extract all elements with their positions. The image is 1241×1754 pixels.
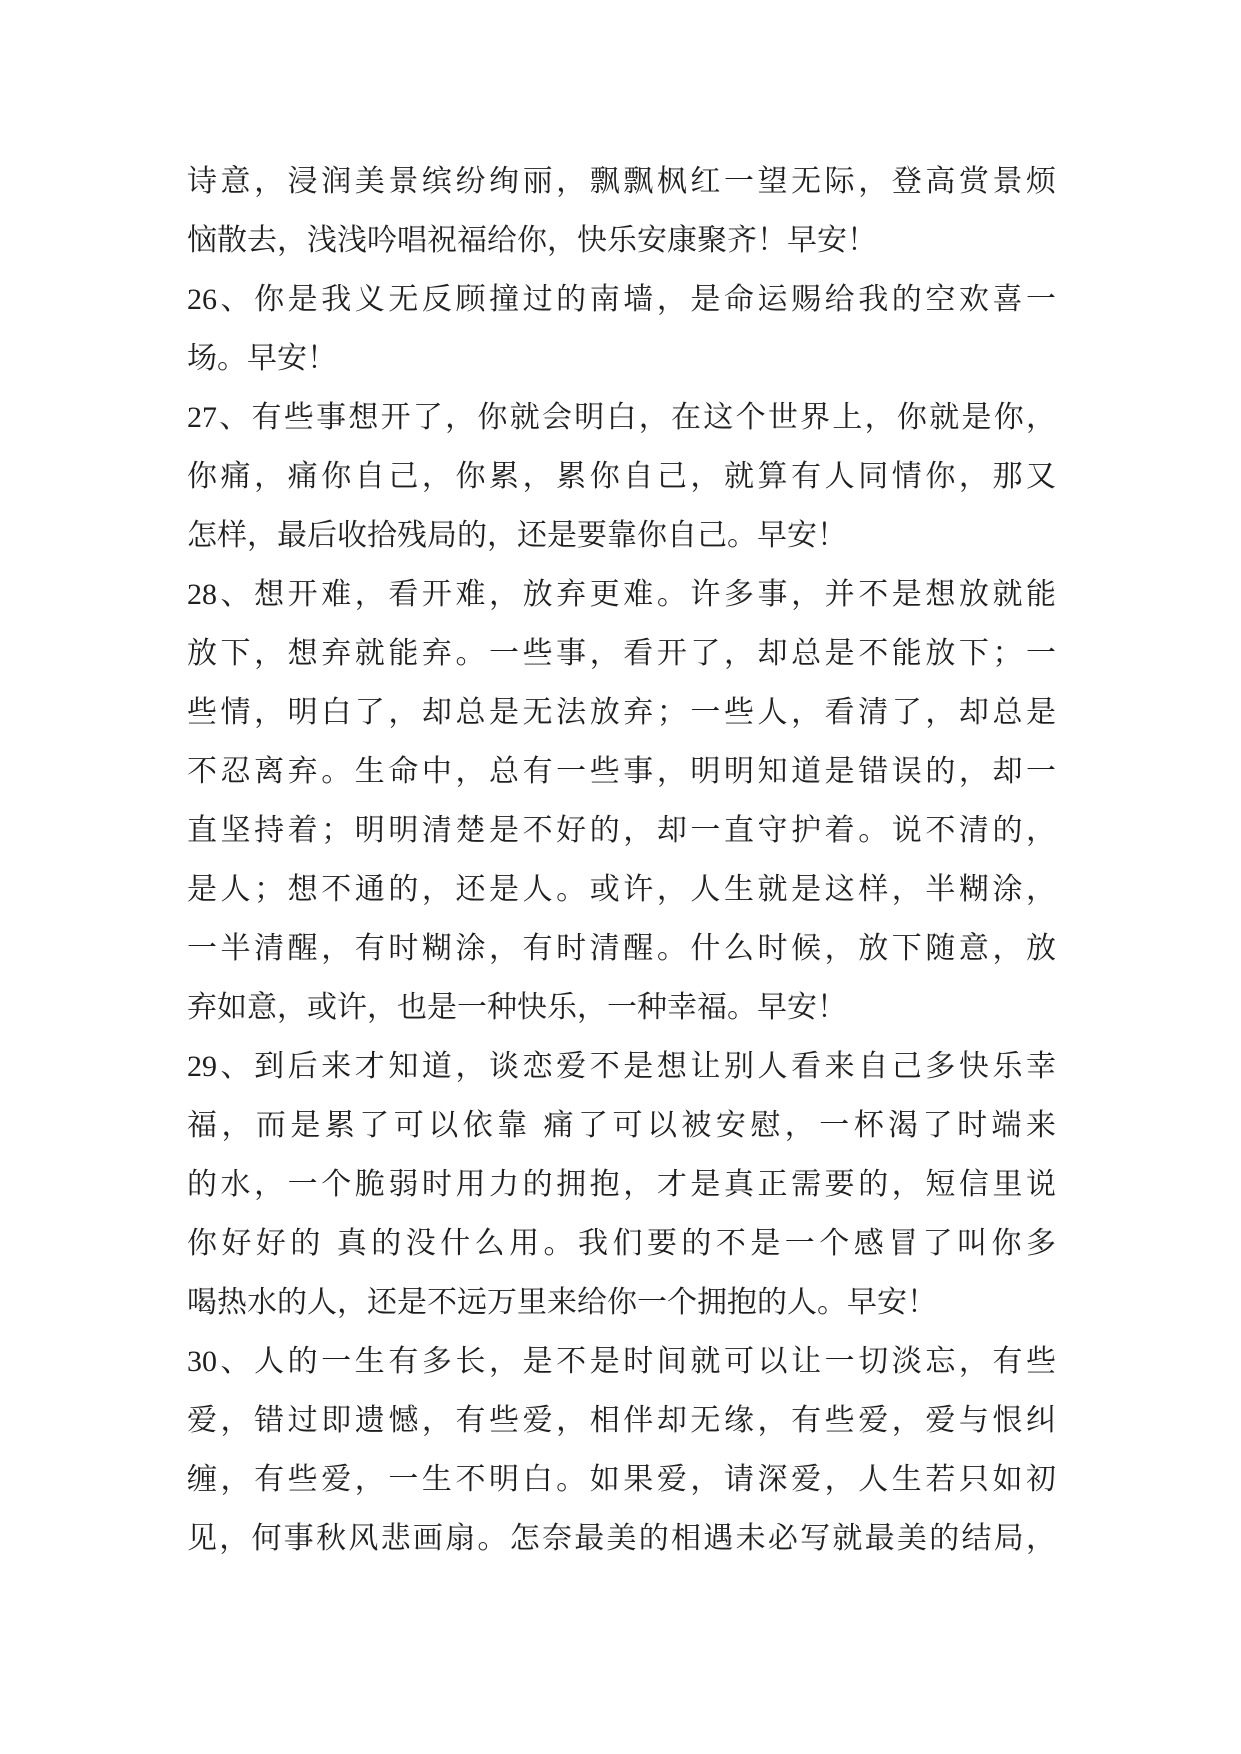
text-line: 直坚持着；明明清楚是不好的，却一直守护着。说不清的， xyxy=(187,814,1056,847)
quote-28 xyxy=(187,565,1056,1037)
quote-29 xyxy=(187,1037,1056,1332)
text-line: 28、想开难，看开难，放弃更难。许多事，并不是想放就能 xyxy=(187,578,1056,611)
text-line: 怎样，最后收拾残局的，还是要靠你自己。早安！ xyxy=(187,519,847,552)
text-line: 你痛，痛你自己，你累，累你自己，就算有人同情你，那又 xyxy=(187,460,1056,493)
text-line: 诗意，浸润美景缤纷绚丽，飘飘枫红一望无际，登高赏景烦 xyxy=(187,165,1056,198)
text-line: 爱，错过即遗憾，有些爱，相伴却无缘，有些爱，爱与恨纠 xyxy=(187,1404,1056,1437)
text-line: 场。早安！ xyxy=(187,342,337,375)
text-line: 是人；想不通的，还是人。或许，人生就是这样，半糊涂， xyxy=(187,873,1056,906)
text-line: 弃如意，或许，也是一种快乐，一种幸福。早安！ xyxy=(187,991,847,1024)
text-line: 喝热水的人，还是不远万里来给你一个拥抱的人。早安！ xyxy=(187,1286,937,1319)
text-line: 26、你是我义无反顾撞过的南墙，是命运赐给我的空欢喜一 xyxy=(187,283,1056,316)
text-line: 些情，明白了，却总是无法放弃；一些人，看清了，却总是 xyxy=(187,696,1056,729)
quote-27 xyxy=(187,388,1056,565)
quote-26 xyxy=(187,270,1056,388)
quote-25-continuation xyxy=(187,152,1056,270)
text-line: 一半清醒，有时糊涂，有时清醒。什么时候，放下随意，放 xyxy=(187,932,1056,965)
text-line: 29、到后来才知道，谈恋爱不是想让别人看来自己多快乐幸 xyxy=(187,1050,1056,1083)
document-body xyxy=(187,152,1056,1568)
text-line: 见，何事秋风悲画扇。怎奈最美的相遇未必写就最美的结局， xyxy=(187,1522,1056,1555)
text-line: 恼散去，浅浅吟唱祝福给你，快乐安康聚齐！早安！ xyxy=(187,224,877,257)
text-line: 27、有些事想开了，你就会明白，在这个世界上，你就是你， xyxy=(187,401,1056,434)
text-line: 放下，想弃就能弃。一些事，看开了，却总是不能放下；一 xyxy=(187,637,1056,670)
text-line: 30、人的一生有多长，是不是时间就可以让一切淡忘，有些 xyxy=(187,1345,1056,1378)
text-line: 不忍离弃。生命中，总有一些事，明明知道是错误的，却一 xyxy=(187,755,1056,788)
text-line: 福，而是累了可以依靠 痛了可以被安慰，一杯渴了时端来 xyxy=(187,1109,1056,1142)
quote-30 xyxy=(187,1332,1056,1568)
text-line: 你好好的 真的没什么用。我们要的不是一个感冒了叫你多 xyxy=(187,1227,1056,1260)
text-line: 缠，有些爱，一生不明白。如果爱，请深爱，人生若只如初 xyxy=(187,1463,1056,1496)
text-line: 的水，一个脆弱时用力的拥抱，才是真正需要的，短信里说 xyxy=(187,1168,1056,1201)
